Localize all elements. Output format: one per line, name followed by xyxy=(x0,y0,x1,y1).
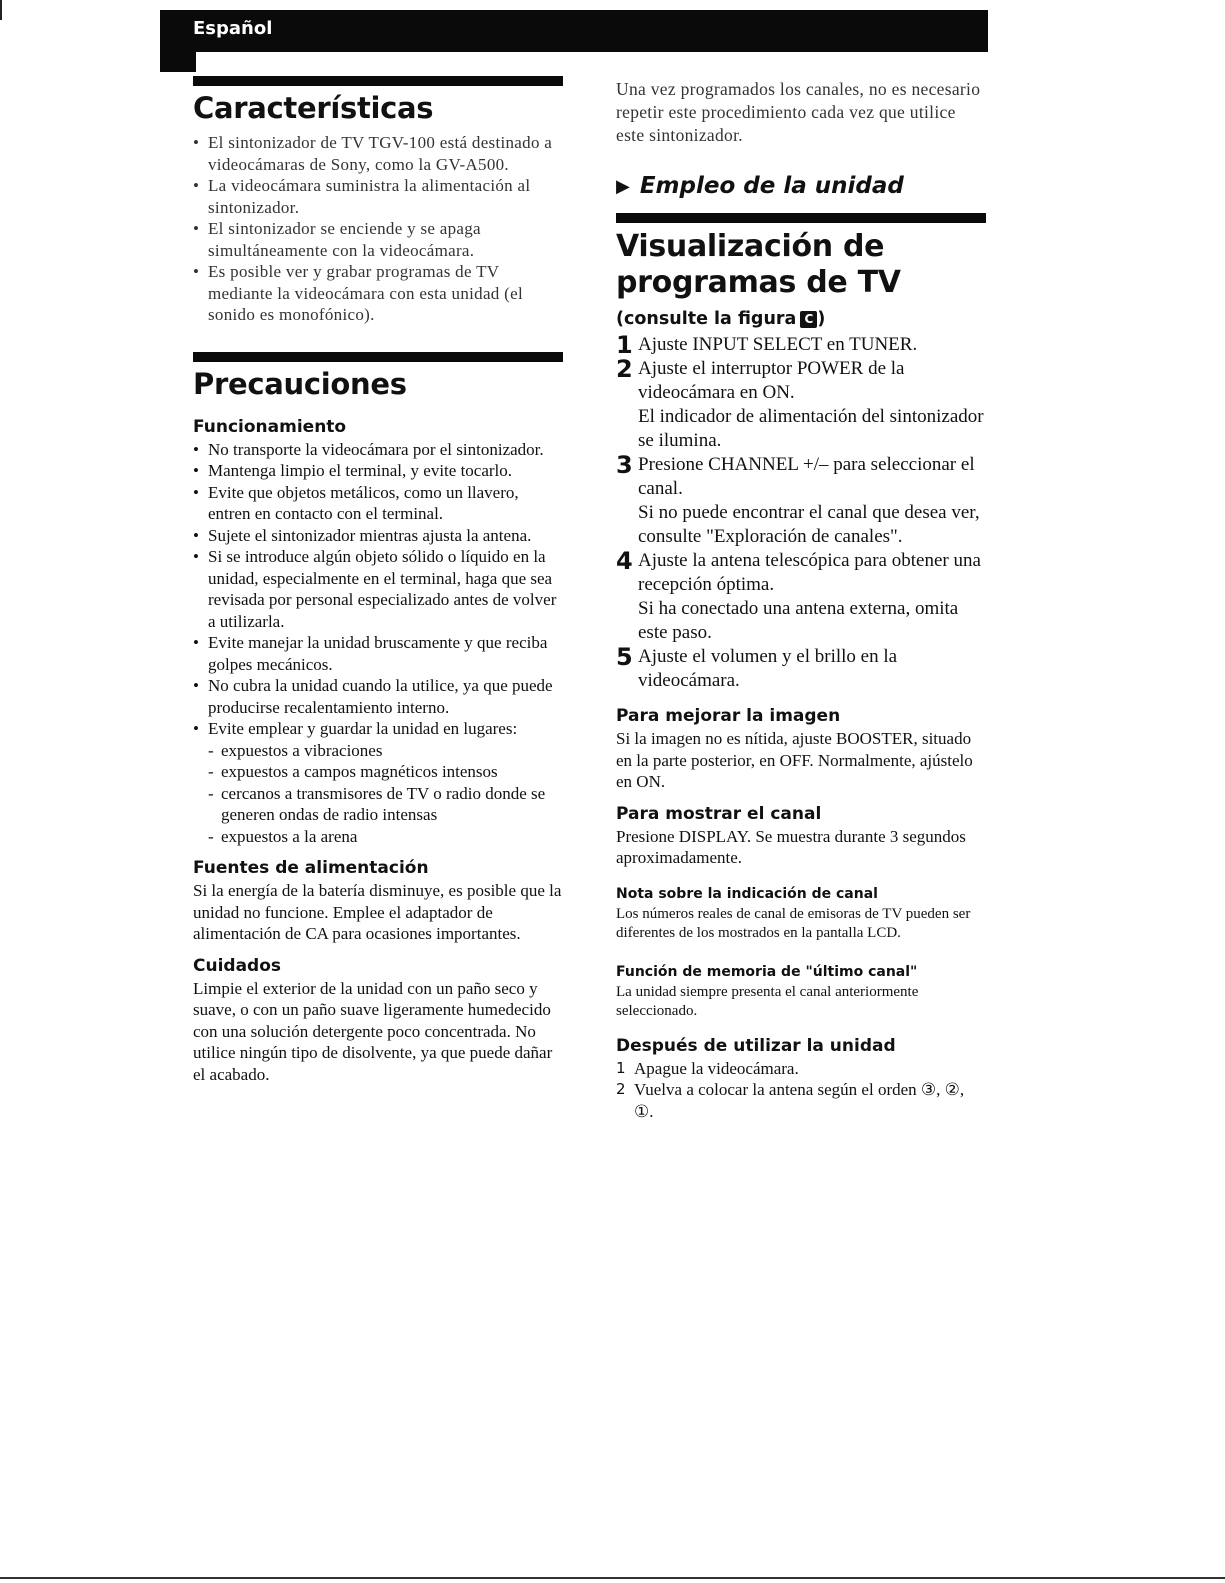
header-bar xyxy=(180,10,988,52)
funcionamiento-list xyxy=(193,439,563,740)
list-item: • Evite manejar la unidad bruscamente y que reciba golpes mecánicos. xyxy=(193,632,563,675)
list-item: • Es posible ver y grabar programas de TV mediante la videocámara con esta unidad (el sonido es monofónico). xyxy=(193,261,563,326)
page-bottom-border xyxy=(0,1577,1225,1579)
step-number: 2 xyxy=(616,1080,626,1098)
list-item: • Evite emplear y guardar la unidad en lugares: xyxy=(193,718,563,740)
step-number: 1 xyxy=(616,1058,626,1077)
list-item: - expuestos a campos magnéticos intensos xyxy=(208,761,563,783)
step-item xyxy=(616,549,986,645)
step-number: 1 xyxy=(616,331,633,359)
step-item xyxy=(616,453,986,549)
step-item xyxy=(616,357,986,453)
fuentes-text: Si la energía de la batería disminuye, es posible que la unidad no funcione. Emplee el adaptador de alimentación de CA para ocasiones importantes. xyxy=(193,881,562,943)
steps-list xyxy=(616,333,986,693)
cuidados-heading: Cuidados xyxy=(193,955,282,976)
nota-text: Los números reales de canal de emisoras de TV pueden ser diferentes de los mostrados en la pantalla LCD. xyxy=(616,905,971,941)
cuidados-text: Limpie el exterior de la unidad con un paño seco y suave, o con un paño suave ligeramente humedecido con una solución detergente poco concentrada. No utilice ningún tipo de disolvente, ya que puede dañar el acabado. xyxy=(193,978,553,1084)
list-item: • No cubra la unidad cuando la utilice, ya que puede producirse recalentamiento interno. xyxy=(193,675,563,718)
list-item: • El sintonizador de TV TGV-100 está destinado a videocámaras de Sony, como la GV-A500. xyxy=(193,132,563,175)
mostrar-text: Presione DISPLAY. Se muestra durante 3 segundos aproximadamente. xyxy=(616,826,966,867)
step-text: Apague la videocámara. xyxy=(634,1058,799,1078)
step-item xyxy=(616,1079,986,1122)
list-item: • El sintonizador se enciende y se apaga simultáneamente con la videocámara. xyxy=(193,218,563,261)
fuentes-heading: Fuentes de alimentación xyxy=(193,858,429,878)
usage-section-label xyxy=(616,173,986,199)
intro-text: Una vez programados los canales, no es necesario repetir este procedimiento cada vez que utilice este sintonizador. xyxy=(616,79,981,145)
list-item: - expuestos a la arena xyxy=(208,826,563,848)
mostrar-heading: Para mostrar el canal xyxy=(616,803,822,824)
step-note: Si ha conectado una antena externa, omita este paso. xyxy=(638,598,959,643)
mejorar-heading: Para mejorar la imagen xyxy=(616,706,841,726)
list-item: • Evite que objetos metálicos, como un llavero, entren en contacto con el terminal. xyxy=(193,482,563,525)
title-line-1: Visualización de xyxy=(616,229,885,264)
step-text: Vuelva a colocar la antena según el orden ③, ②, ①. xyxy=(634,1080,965,1121)
list-item: • No transporte la videocámara por el sintonizador. xyxy=(193,439,563,461)
section-rule xyxy=(616,213,986,223)
step-text: Ajuste INPUT SELECT en TUNER. xyxy=(638,334,918,355)
despues-steps xyxy=(616,1058,986,1123)
left-column xyxy=(193,76,563,1085)
step-note: Si no puede encontrar el canal que desea ver, consulte "Exploración de canales". xyxy=(638,502,980,547)
list-item: • Si se introduce algún objeto sólido o líquido en la unidad, especialmente en el terminal, haga que sea revisada por personal especializado antes de volver a utilizarla. xyxy=(193,546,563,632)
step-text: Presione CHANNEL +/– para seleccionar el canal. xyxy=(638,454,975,499)
scan-edge-mark xyxy=(0,0,2,20)
triangle-right-icon: ▶ xyxy=(616,175,630,197)
usage-section-text: Empleo de la unidad xyxy=(639,173,904,199)
step-number: 5 xyxy=(616,643,633,671)
step-number: 4 xyxy=(616,547,633,575)
precauciones-title: Precauciones xyxy=(193,366,407,401)
language-label: Español xyxy=(193,18,273,39)
step-text: Ajuste el interruptor POWER de la videocámara en ON. xyxy=(638,358,905,403)
list-item: • Mantenga limpio el terminal, y evite tocarlo. xyxy=(193,460,563,482)
figure-ref-prefix: (consulte la figura xyxy=(616,309,797,329)
section-rule xyxy=(193,76,563,86)
step-item xyxy=(616,645,986,693)
step-number: 2 xyxy=(616,355,633,383)
mejorar-text: Si la imagen no es nítida, ajuste BOOSTER, situado en la parte posterior, en OFF. Normalmente, ajústelo en ON. xyxy=(616,729,973,791)
funcionamiento-heading: Funcionamiento xyxy=(193,416,347,437)
caracteristicas-list xyxy=(193,132,563,326)
list-item: • Sujete el sintonizador mientras ajusta la antena. xyxy=(193,525,563,547)
step-text: Ajuste la antena telescópica para obtener una recepción óptima. xyxy=(638,550,981,595)
title-line-2: programas de TV xyxy=(616,265,901,300)
figure-ref-suffix: ) xyxy=(817,309,826,329)
step-text: Ajuste el volumen y el brillo en la videocámara. xyxy=(638,646,898,691)
caracteristicas-title: Características xyxy=(193,91,434,125)
step-number: 3 xyxy=(616,451,633,479)
figure-badge: C xyxy=(800,311,817,328)
section-rule xyxy=(193,352,563,362)
visualizacion-title xyxy=(616,229,986,301)
list-item: - expuestos a vibraciones xyxy=(208,740,563,762)
memoria-heading: Función de memoria de "último canal" xyxy=(616,963,918,980)
step-item xyxy=(616,333,986,357)
despues-heading: Después de utilizar la unidad xyxy=(616,1035,896,1056)
list-item: - cercanos a transmisores de TV o radio donde se generen ondas de radio intensas xyxy=(208,783,563,826)
step-note: El indicador de alimentación del sintonizador se ilumina. xyxy=(638,406,984,451)
places-list xyxy=(193,740,563,848)
memoria-text: La unidad siempre presenta el canal anteriormente seleccionado. xyxy=(616,983,919,1019)
list-item: • La videocámara suministra la alimentación al sintonizador. xyxy=(193,175,563,218)
step-item xyxy=(616,1058,986,1080)
right-column xyxy=(616,76,986,1122)
figure-reference xyxy=(616,307,986,331)
nota-heading: Nota sobre la indicación de canal xyxy=(616,885,878,902)
